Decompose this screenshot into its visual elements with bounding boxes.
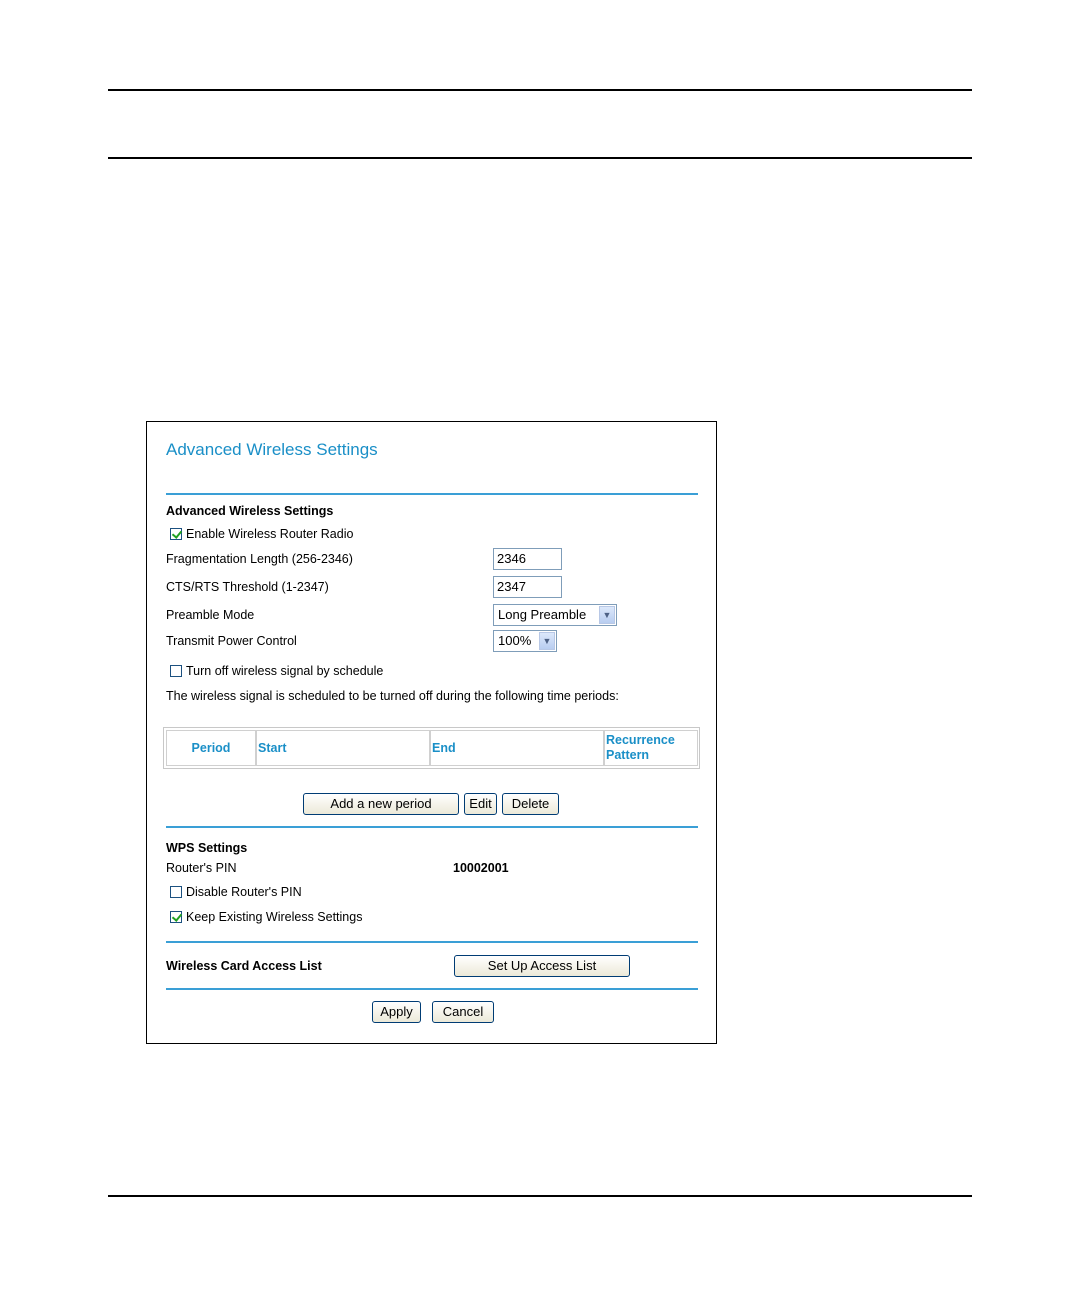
footer-rule xyxy=(108,1195,972,1197)
keep-settings-label: Keep Existing Wireless Settings xyxy=(186,910,363,924)
disable-pin-row[interactable] xyxy=(170,885,302,899)
keep-settings-row[interactable] xyxy=(170,910,362,924)
edit-button[interactable]: Edit xyxy=(464,793,497,815)
page-title: Advanced Wireless Settings xyxy=(166,440,378,459)
fragmentation-label: Fragmentation Length (256-2346) xyxy=(166,552,353,566)
column-header-recurrence: Recurrence Pattern xyxy=(604,730,698,766)
separator xyxy=(166,988,698,990)
column-header-start: Start xyxy=(256,730,430,766)
enable-radio-label: Enable Wireless Router Radio xyxy=(186,527,354,541)
enable-radio-checkbox[interactable] xyxy=(170,528,182,540)
disable-pin-checkbox[interactable] xyxy=(170,886,182,898)
separator xyxy=(166,941,698,943)
disable-pin-label: Disable Router's PIN xyxy=(186,885,302,899)
enable-radio-row[interactable] xyxy=(170,527,353,541)
schedule-table xyxy=(163,727,700,769)
set-up-access-list-button[interactable]: Set Up Access List xyxy=(454,955,630,977)
schedule-off-label: Turn off wireless signal by schedule xyxy=(186,664,384,678)
schedule-off-checkbox[interactable] xyxy=(170,665,182,677)
router-pin-value: 10002001 xyxy=(453,861,509,875)
apply-button[interactable]: Apply xyxy=(372,1001,421,1023)
separator xyxy=(166,493,698,495)
separator xyxy=(166,826,698,828)
fragmentation-input[interactable]: 2346 xyxy=(493,548,562,570)
column-header-end: End xyxy=(430,730,604,766)
header-rule-top xyxy=(108,89,972,91)
cancel-button[interactable]: Cancel xyxy=(432,1001,494,1023)
add-period-button[interactable]: Add a new period xyxy=(303,793,459,815)
tx-power-label: Transmit Power Control xyxy=(166,634,297,648)
preamble-select-value: Long Preamble xyxy=(498,607,587,622)
keep-settings-checkbox[interactable] xyxy=(170,911,182,923)
schedule-note: The wireless signal is scheduled to be turned off during the following time periods: xyxy=(166,689,619,703)
column-header-period: Period xyxy=(166,730,256,766)
schedule-off-row[interactable] xyxy=(170,664,383,678)
header-rule-bottom xyxy=(108,157,972,159)
router-pin-label: Router's PIN xyxy=(166,861,237,875)
preamble-select[interactable] xyxy=(493,604,617,626)
access-list-heading: Wireless Card Access List xyxy=(166,959,322,973)
chevron-down-icon[interactable]: ▼ xyxy=(539,632,555,650)
cts-rts-input[interactable]: 2347 xyxy=(493,576,562,598)
preamble-label: Preamble Mode xyxy=(166,608,255,622)
advanced-section-heading: Advanced Wireless Settings xyxy=(166,504,334,518)
cts-rts-label: CTS/RTS Threshold (1-2347) xyxy=(166,580,329,594)
delete-button[interactable]: Delete xyxy=(502,793,559,815)
tx-power-select-value: 100% xyxy=(498,633,532,648)
wps-section-heading: WPS Settings xyxy=(166,841,248,855)
advanced-wireless-settings-panel xyxy=(146,421,717,1044)
tx-power-select[interactable] xyxy=(493,630,557,652)
chevron-down-icon[interactable]: ▼ xyxy=(599,606,615,624)
